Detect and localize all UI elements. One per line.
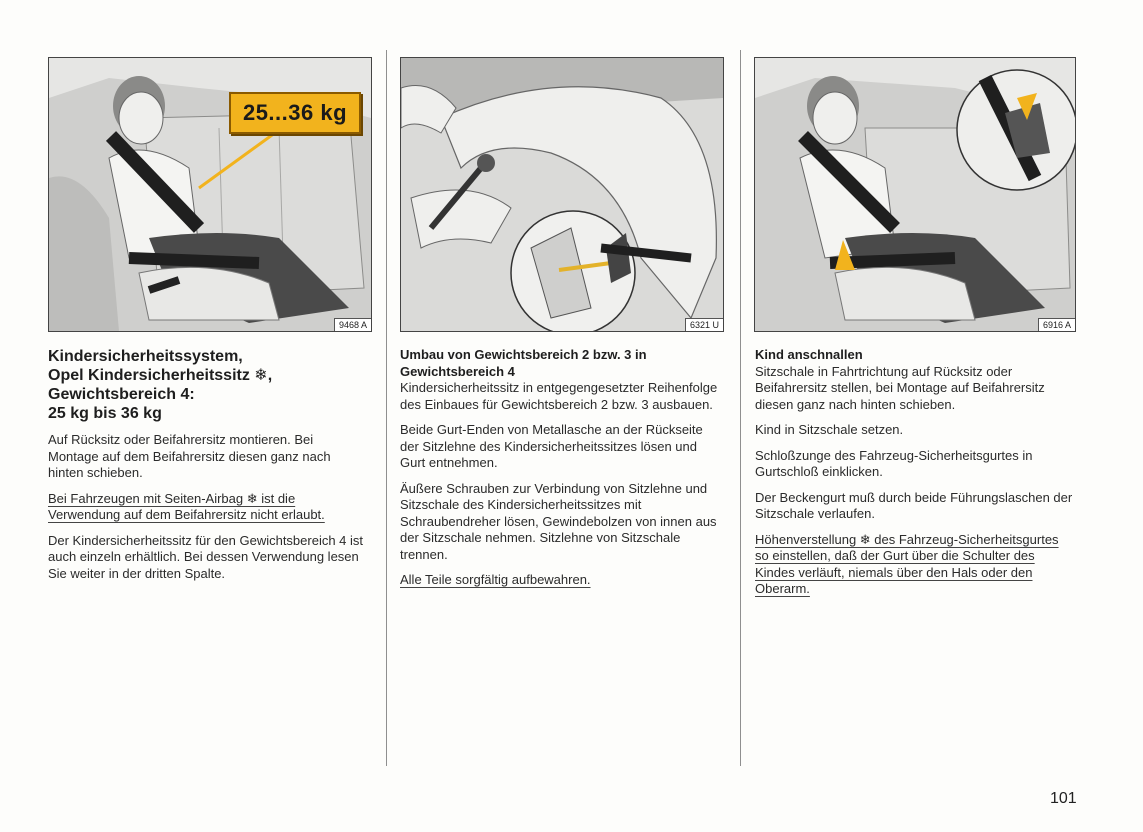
paragraph: Kindersicherheitssitz in entgegengesetzter Reihenfolge des Einbaues für Gewichtsbereich 2 bzw. 3 ausbauen.: [400, 380, 718, 412]
heading-line: Gewichtsbereich 4:: [48, 386, 195, 403]
section-heading: [48, 347, 366, 423]
figure-reference: 6321 U: [685, 318, 723, 331]
warning-paragraph: Höhenverstellung ❄ des Fahrzeug-Sicherheitsgurtes so einstellen, daß der Gurt über die Schulter des Kindes verläuft, niemals über den Hals oder den Oberarm.: [755, 531, 1059, 596]
column-divider-2: [740, 50, 741, 766]
paragraph: Der Kindersicherheitssitz für den Gewichtsbereich 4 ist auch einzeln erhältlich. Bei dessen Verwendung lesen Sie weiter in der dritten Spalte.: [48, 532, 364, 581]
section-heading: [400, 347, 724, 380]
page-number: 101: [1050, 790, 1077, 807]
column-1: [48, 347, 366, 591]
paragraph: Äußere Schrauben zur Verbindung von Sitzlehne und Sitzschale des Kindersicherheitssitzes mit Schraubendreher lösen, Gewindebolzen von innen aus der Sitzschale nehmen. Sitzlehne von Sitzschale trennen.: [400, 480, 717, 562]
figure-buckle-child: [754, 57, 1076, 332]
column-divider-1: [386, 50, 387, 766]
heading-line: Kindersicherheitssystem,: [48, 348, 243, 365]
figure-child-booster-seat: [48, 57, 372, 332]
paragraph: Der Beckengurt muß durch beide Führungslaschen der Sitzschale verlaufen.: [755, 489, 1073, 521]
heading-line: Gewichtsbereich 4: [400, 363, 515, 379]
paragraph: Schloßzunge des Fahrzeug-Sicherheitsgurtes in Gurtschloß einklicken.: [755, 447, 1033, 479]
weight-range-label: 25...36 kg: [229, 92, 361, 134]
figure-seat-disassembly: [400, 57, 724, 332]
figure-reference: 6916 A: [1038, 318, 1075, 331]
paragraph: Kind in Sitzschale setzen.: [755, 422, 904, 437]
paragraph: Auf Rücksitz oder Beifahrersitz montieren. Bei Montage auf dem Beifahrersitz diesen ganz nach hinten schieben.: [48, 432, 331, 480]
figure-reference: 9468 A: [334, 318, 371, 331]
note-paragraph: Alle Teile sorgfältig aufbewahren.: [400, 572, 591, 587]
column-2: [400, 347, 724, 598]
heading-line: Umbau von Gewichtsbereich 2 bzw. 3 in: [400, 347, 647, 362]
section-heading: Kind anschnallen: [755, 347, 863, 362]
heading-line: 25 kg bis 36 kg: [48, 405, 162, 422]
buckle-illustration: [755, 58, 1075, 331]
disassembly-illustration: [401, 58, 723, 331]
column-3: [755, 347, 1075, 607]
paragraph: Sitzschale in Fahrtrichtung auf Rücksitz oder Beifahrersitz stellen, bei Montage auf Beifahrersitz diesen ganz nach hinten schieben.: [755, 363, 1045, 412]
warning-paragraph: Bei Fahrzeugen mit Seiten-Airbag ❄ ist die Verwendung auf dem Beifahrersitz nicht erlaubt.: [48, 490, 325, 522]
heading-line: Opel Kindersicherheitssitz ❄,: [48, 367, 273, 384]
paragraph: Beide Gurt-Enden von Metallasche an der Rückseite der Sitzlehne des Kindersicherheitssitzes lösen und Gurt entnehmen.: [400, 422, 703, 470]
